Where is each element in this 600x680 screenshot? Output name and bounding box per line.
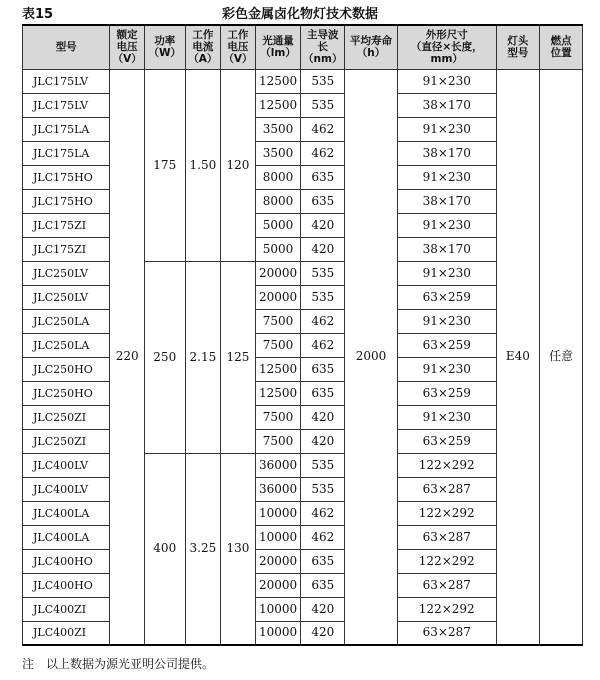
- cell-dimensions: 38×170: [397, 93, 496, 117]
- cell-flux: 7500: [255, 429, 301, 453]
- cell-flux: 12500: [255, 69, 301, 93]
- cell-current: 2.15: [185, 261, 221, 453]
- cell-life: 2000: [345, 69, 398, 645]
- cell-flux: 12500: [255, 381, 301, 405]
- table-title: 彩色金属卤化物灯技术数据: [221, 7, 378, 22]
- title-row: [22, 3, 578, 21]
- cell-work-voltage: 120: [221, 69, 256, 261]
- cell-model: JLC175HO: [23, 189, 110, 213]
- cell-model: JLC400HO: [23, 573, 110, 597]
- cell-wavelength: 462: [301, 117, 345, 141]
- header-wavelength: 主导波 长 （nm）: [301, 25, 345, 69]
- cell-wavelength: 462: [301, 141, 345, 165]
- cell-model: JLC250HO: [23, 357, 110, 381]
- cell-wavelength: 420: [301, 405, 345, 429]
- cell-model: JLC400ZI: [23, 597, 110, 621]
- header-life: 平均寿命 （h）: [345, 25, 398, 69]
- cell-wavelength: 462: [301, 501, 345, 525]
- footnote-label: 注: [22, 657, 35, 671]
- cell-dimensions: 63×287: [397, 477, 496, 501]
- cell-wavelength: 420: [301, 429, 345, 453]
- cell-model: JLC250LV: [23, 285, 110, 309]
- cell-flux: 10000: [255, 621, 301, 645]
- cell-flux: 8000: [255, 165, 301, 189]
- cell-wavelength: 420: [301, 621, 345, 645]
- cell-dimensions: 63×259: [397, 429, 496, 453]
- cell-current: 3.25: [185, 453, 221, 645]
- cell-wavelength: 420: [301, 237, 345, 261]
- cell-model: JLC400ZI: [23, 621, 110, 645]
- table-row: [23, 69, 583, 93]
- cell-rated-voltage: 220: [110, 69, 145, 645]
- cell-flux: 20000: [255, 549, 301, 573]
- cell-dimensions: 91×230: [397, 309, 496, 333]
- header-flux: 光通量 （lm）: [255, 25, 301, 69]
- cell-model: JLC400LV: [23, 477, 110, 501]
- cell-model: JLC250ZI: [23, 429, 110, 453]
- cell-dimensions: 38×170: [397, 189, 496, 213]
- cell-wavelength: 635: [301, 549, 345, 573]
- cell-wavelength: 535: [301, 93, 345, 117]
- table-number: 表15: [22, 7, 54, 22]
- cell-wavelength: 462: [301, 309, 345, 333]
- spec-table: [22, 24, 583, 646]
- cell-wavelength: 535: [301, 69, 345, 93]
- cell-wavelength: 535: [301, 477, 345, 501]
- cell-power: 400: [144, 453, 185, 645]
- cell-dimensions: 63×287: [397, 573, 496, 597]
- header-dimensions: 外形尺寸 （直径×长度， mm）: [397, 25, 496, 69]
- cell-model: JLC250LV: [23, 261, 110, 285]
- table-body: [23, 69, 583, 645]
- footnote: [22, 655, 226, 672]
- cell-flux: 3500: [255, 117, 301, 141]
- cell-dimensions: 122×292: [397, 453, 496, 477]
- cell-flux: 20000: [255, 285, 301, 309]
- cell-flux: 10000: [255, 525, 301, 549]
- cell-wavelength: 462: [301, 525, 345, 549]
- cell-model: JLC175ZI: [23, 237, 110, 261]
- header-work-voltage: 工作 电压 （V）: [221, 25, 256, 69]
- cell-dimensions: 63×259: [397, 381, 496, 405]
- header-voltage: 额定 电压 （V）: [110, 25, 145, 69]
- cell-flux: 36000: [255, 477, 301, 501]
- cell-work-voltage: 130: [221, 453, 256, 645]
- cell-dimensions: 91×230: [397, 117, 496, 141]
- cell-dimensions: 63×287: [397, 525, 496, 549]
- cell-dimensions: 91×230: [397, 261, 496, 285]
- cell-dimensions: 91×230: [397, 213, 496, 237]
- cell-flux: 12500: [255, 93, 301, 117]
- cell-wavelength: 420: [301, 597, 345, 621]
- cell-dimensions: 91×230: [397, 165, 496, 189]
- cell-model: JLC250LA: [23, 333, 110, 357]
- cell-dimensions: 63×287: [397, 621, 496, 645]
- cell-flux: 8000: [255, 189, 301, 213]
- cell-wavelength: 635: [301, 165, 345, 189]
- cell-flux: 7500: [255, 333, 301, 357]
- cell-model: JLC250HO: [23, 381, 110, 405]
- header-base: 灯头 型号: [496, 25, 540, 69]
- cell-dimensions: 63×259: [397, 285, 496, 309]
- cell-model: JLC400HO: [23, 549, 110, 573]
- cell-position: 任意: [540, 69, 583, 645]
- cell-model: JLC250LA: [23, 309, 110, 333]
- cell-wavelength: 635: [301, 189, 345, 213]
- cell-model: JLC175LV: [23, 93, 110, 117]
- cell-dimensions: 91×230: [397, 69, 496, 93]
- cell-model: JLC175LA: [23, 117, 110, 141]
- cell-flux: 7500: [255, 405, 301, 429]
- cell-model: JLC175LV: [23, 69, 110, 93]
- cell-wavelength: 635: [301, 381, 345, 405]
- cell-dimensions: 38×170: [397, 141, 496, 165]
- header-current: 工作 电流 （A）: [185, 25, 221, 69]
- cell-model: JLC400LV: [23, 453, 110, 477]
- cell-base: E40: [496, 69, 540, 645]
- cell-wavelength: 535: [301, 261, 345, 285]
- cell-dimensions: 122×292: [397, 501, 496, 525]
- cell-flux: 10000: [255, 597, 301, 621]
- cell-wavelength: 462: [301, 333, 345, 357]
- header-position: 燃点 位置: [540, 25, 583, 69]
- cell-flux: 36000: [255, 453, 301, 477]
- cell-dimensions: 91×230: [397, 357, 496, 381]
- cell-dimensions: 122×292: [397, 549, 496, 573]
- header-model: 型号: [23, 25, 110, 69]
- cell-flux: 5000: [255, 213, 301, 237]
- header-power: 功率 （W）: [144, 25, 185, 69]
- cell-flux: 3500: [255, 141, 301, 165]
- cell-dimensions: 91×230: [397, 405, 496, 429]
- cell-flux: 20000: [255, 261, 301, 285]
- cell-model: JLC250ZI: [23, 405, 110, 429]
- cell-model: JLC175LA: [23, 141, 110, 165]
- cell-wavelength: 420: [301, 213, 345, 237]
- cell-dimensions: 38×170: [397, 237, 496, 261]
- footnote-text: 以上数据为源光亚明公司提供。: [46, 657, 215, 671]
- cell-flux: 20000: [255, 573, 301, 597]
- cell-model: JLC400LA: [23, 501, 110, 525]
- cell-flux: 5000: [255, 237, 301, 261]
- cell-power: 175: [144, 69, 185, 261]
- cell-dimensions: 122×292: [397, 597, 496, 621]
- header-row: [23, 25, 583, 69]
- cell-flux: 7500: [255, 309, 301, 333]
- cell-model: JLC175ZI: [23, 213, 110, 237]
- cell-power: 250: [144, 261, 185, 453]
- cell-wavelength: 535: [301, 453, 345, 477]
- cell-flux: 12500: [255, 357, 301, 381]
- cell-model: JLC175HO: [23, 165, 110, 189]
- cell-flux: 10000: [255, 501, 301, 525]
- cell-model: JLC400LA: [23, 525, 110, 549]
- cell-wavelength: 635: [301, 573, 345, 597]
- cell-wavelength: 635: [301, 357, 345, 381]
- cell-current: 1.50: [185, 69, 221, 261]
- cell-dimensions: 63×259: [397, 333, 496, 357]
- cell-wavelength: 535: [301, 285, 345, 309]
- cell-work-voltage: 125: [221, 261, 256, 453]
